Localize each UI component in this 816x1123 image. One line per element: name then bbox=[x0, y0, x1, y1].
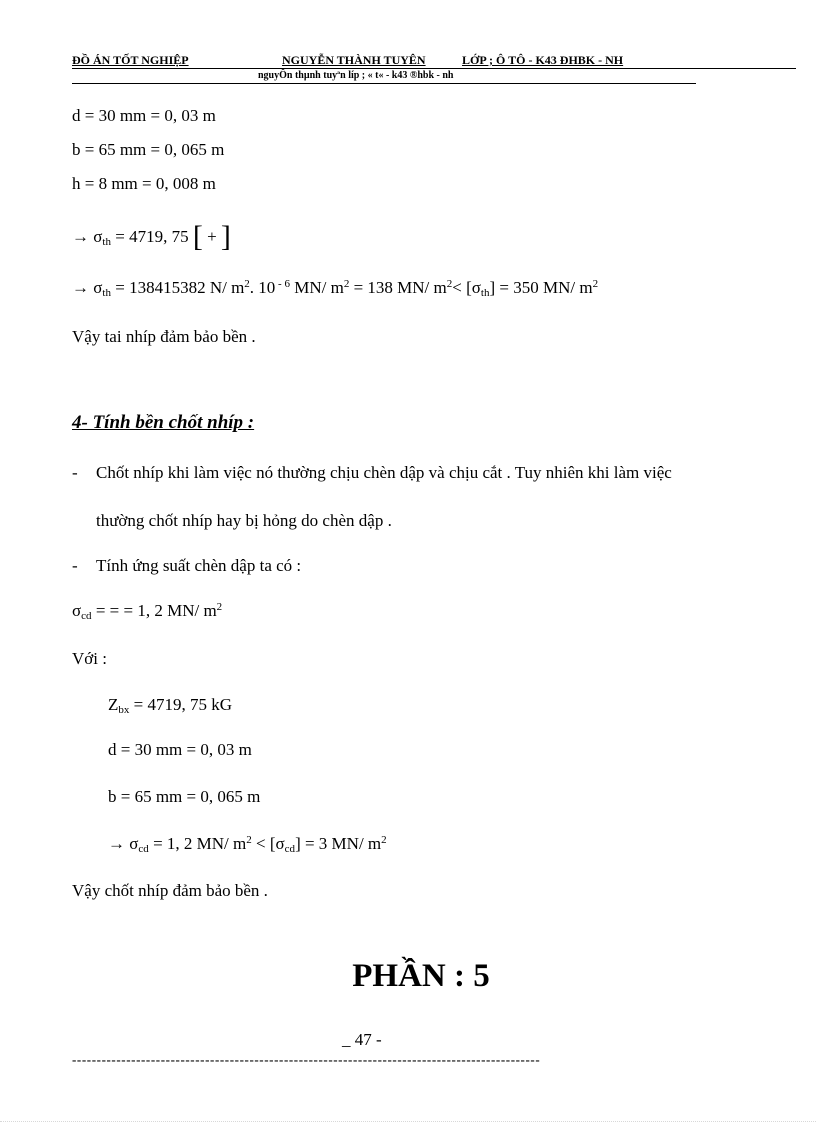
sigma-th-formula bbox=[72, 220, 231, 254]
header-class: LỚP ; Ô TÔ - K43 ĐHBK - NH bbox=[462, 53, 624, 67]
z: Z bbox=[108, 695, 119, 714]
section-heading: 4- Tính bền chốt nhíp : bbox=[72, 412, 255, 433]
bracket-open: [ bbox=[192, 220, 203, 253]
header-author: NGUYỄN THÀNH TUYÊN bbox=[282, 53, 426, 67]
value: = 4719, 75 bbox=[110, 227, 193, 246]
text: < [σ bbox=[251, 834, 285, 853]
sigma-th-result bbox=[72, 278, 598, 299]
sup: - 6 bbox=[275, 278, 290, 290]
text: MN/ m bbox=[289, 278, 344, 297]
sup: 2 bbox=[216, 601, 223, 613]
conclusion-pin: Vậy chốt nhíp đảm bảo bền . bbox=[72, 881, 268, 900]
line-d2: d = 30 mm = 0, 03 m bbox=[108, 740, 252, 759]
text: = 1, 2 MN/ m bbox=[148, 834, 247, 853]
value: = = = 1, 2 MN/ m bbox=[91, 601, 217, 620]
line-b: b = 65 mm = 0, 065 m bbox=[72, 140, 225, 159]
line-h: h = 8 mm = 0, 008 m bbox=[72, 174, 216, 193]
page-edge-dotted bbox=[0, 1121, 816, 1122]
value: = 4719, 75 kG bbox=[129, 695, 233, 714]
sub-cd: cd bbox=[81, 610, 92, 622]
text: ] = 350 MN/ m bbox=[489, 278, 593, 297]
line-d: d = 30 mm = 0, 03 m bbox=[72, 106, 216, 125]
sup: 2 bbox=[381, 834, 387, 846]
sub-cd: cd bbox=[284, 843, 296, 855]
text: < [σ bbox=[452, 278, 481, 297]
bracket-close: ] bbox=[220, 220, 231, 253]
sub-th: th bbox=[480, 287, 490, 299]
sup: 2 bbox=[446, 278, 453, 290]
text: = 138 MN/ m bbox=[349, 278, 447, 297]
sigma: σ bbox=[72, 601, 82, 620]
text: ] = 3 MN/ m bbox=[295, 834, 382, 853]
bullet1-line2: thường chốt nhíp hay bị hỏng do chèn dập . bbox=[96, 511, 392, 530]
sup: 2 bbox=[592, 278, 599, 290]
sub-th: th bbox=[102, 287, 111, 299]
sup: 2 bbox=[246, 834, 252, 846]
text: . 10 bbox=[249, 278, 276, 297]
with-label: Với : bbox=[72, 649, 107, 668]
arrow-sigma: → σ bbox=[72, 227, 103, 246]
bullet-dash: - bbox=[72, 463, 78, 482]
part-title: PHẦN : 5 bbox=[352, 958, 490, 994]
sigma-cd-result bbox=[108, 834, 387, 855]
header-doc-title: ĐỒ ÁN TỐT NGHIỆP bbox=[72, 53, 189, 67]
arrow-sigma: → σ bbox=[108, 834, 139, 853]
sub-cd: cd bbox=[138, 843, 149, 855]
header-subline: nguyÔn thµnh tuyªn líp ; « t« - k43 ®hbk - nh bbox=[258, 70, 454, 81]
sup: 2 bbox=[343, 278, 350, 290]
plus-sign: + bbox=[202, 227, 221, 246]
header-rule-bottom bbox=[72, 83, 696, 84]
text: = 138415382 N/ m bbox=[110, 278, 245, 297]
z-bx-line bbox=[108, 695, 232, 716]
bullet2: Tính ứng suất chèn dập ta có : bbox=[96, 556, 302, 575]
arrow-sigma: → σ bbox=[72, 278, 103, 297]
conclusion-ear: Vậy tai nhíp đảm bảo bền . bbox=[72, 327, 256, 346]
sigma-cd-formula bbox=[72, 601, 222, 622]
sub-bx: bx bbox=[118, 704, 130, 716]
sup: 2 bbox=[244, 278, 250, 290]
footer-dashes: ----------------------------------------------------------------------------------------------- bbox=[72, 1052, 541, 1067]
sub-th: th bbox=[102, 236, 111, 248]
header-rule-top bbox=[72, 68, 796, 69]
page-number: _ 47 - bbox=[342, 1030, 382, 1049]
bullet-dash: - bbox=[72, 556, 78, 575]
line-b2: b = 65 mm = 0, 065 m bbox=[108, 787, 261, 806]
bullet1-line1: Chốt nhíp khi làm việc nó thường chịu chèn dập và chịu cắt . Tuy nhiên khi làm việc bbox=[96, 463, 672, 482]
